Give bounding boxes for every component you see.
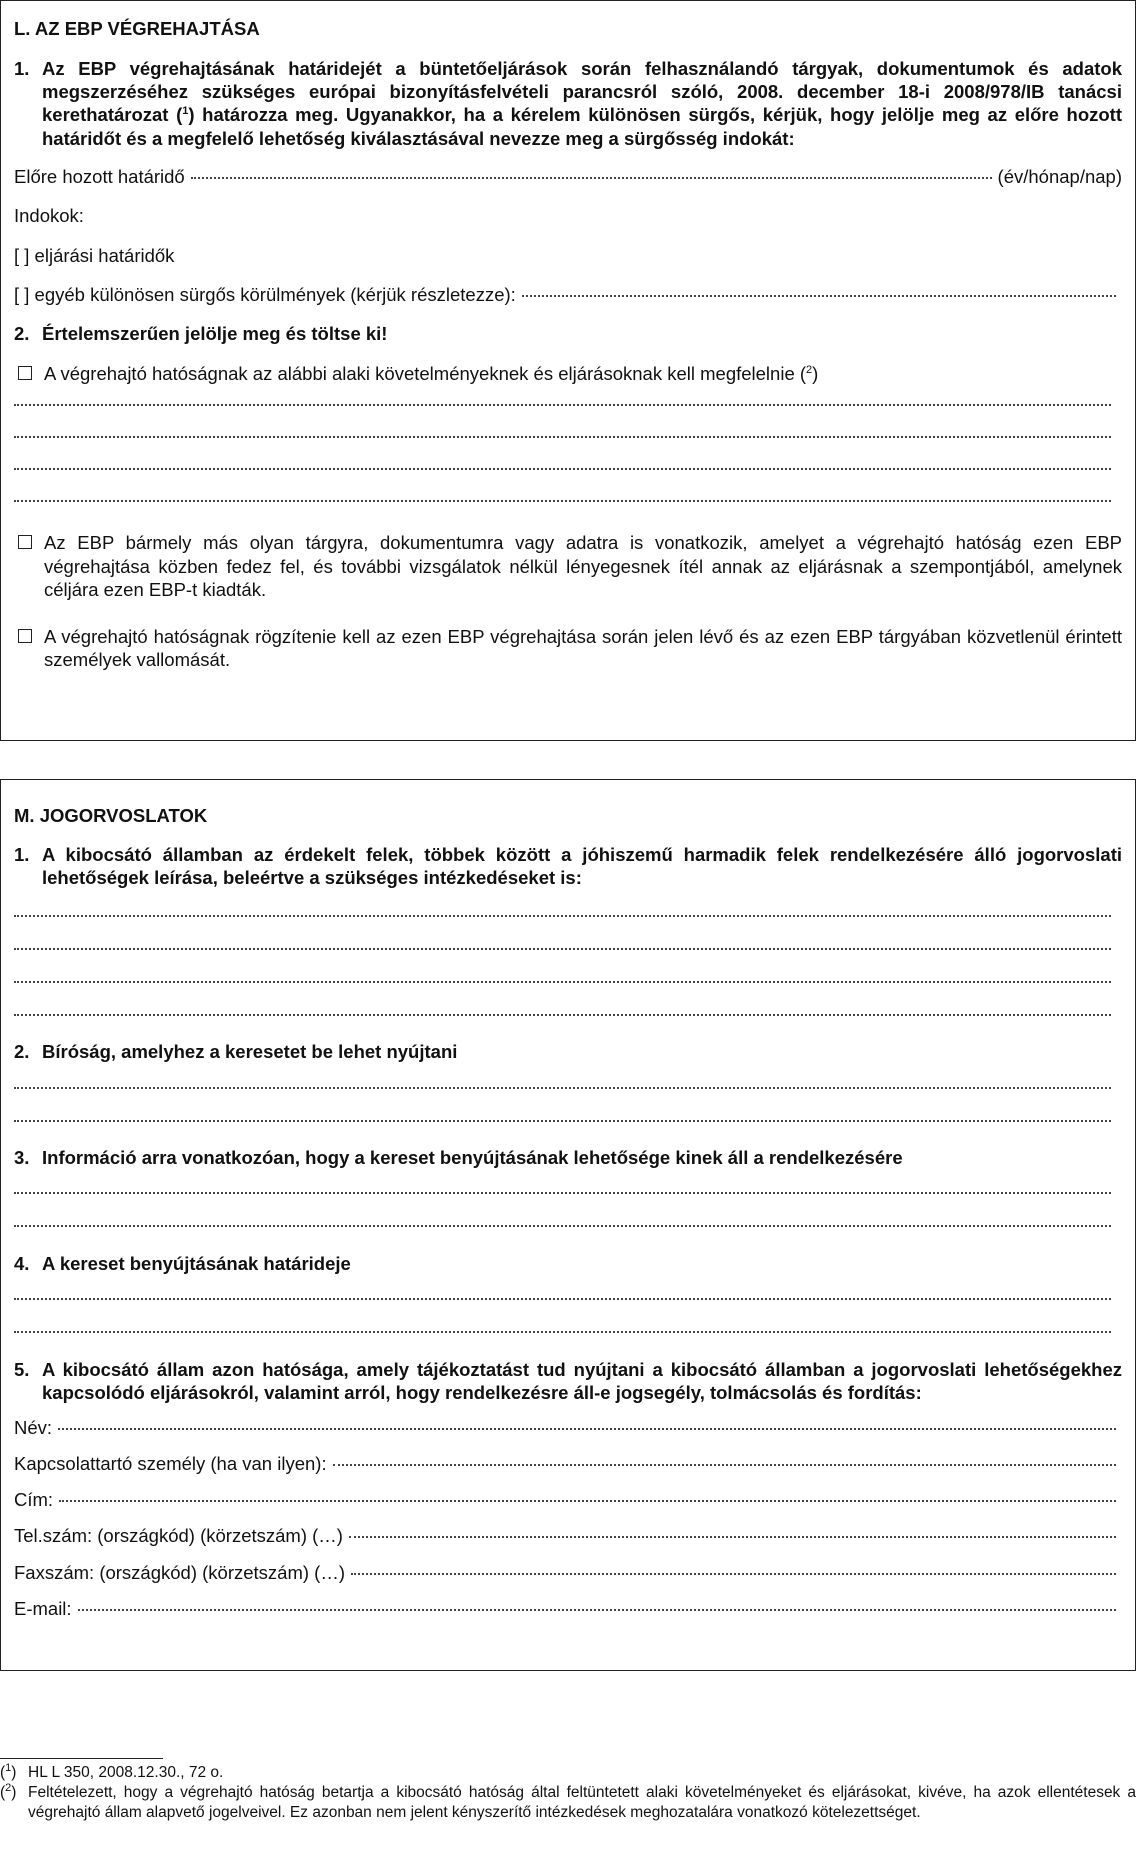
section-l-item-2 bbox=[14, 322, 1122, 345]
item-number: 1. bbox=[14, 58, 30, 80]
name-field[interactable] bbox=[58, 1428, 1116, 1430]
deadline-field[interactable] bbox=[191, 177, 992, 179]
reason-other-row bbox=[14, 283, 1122, 306]
email-label: E-mail: bbox=[14, 1597, 72, 1619]
contact-person-row bbox=[14, 1452, 1122, 1475]
item-number: 3. bbox=[14, 1146, 30, 1168]
footnote-ref-1[interactable]: 1 bbox=[182, 105, 189, 118]
section-m-item-1 bbox=[14, 843, 1122, 889]
item-text: Bíróság, amelyhez a keresetet be lehet nyújtani bbox=[42, 1041, 458, 1063]
fax-row bbox=[14, 1561, 1122, 1584]
email-row bbox=[14, 1597, 1122, 1620]
checkbox-item-other-objects: Az EBP bármely más olyan tárgyra, dokumentumra vagy adatra is vonatkozik, amelyet a végrehajtó hatóság ezen EBP végrehajtása közben fedez fel, és további vizsgálatok nélkül lényegesnek ítél annak az eljárásnak a szempontjából, amelynek céljára ezen EBP-t kiadták. bbox=[14, 531, 1122, 600]
item-text: Az EBP végrehajtásának határidejét a büntetőeljárások során felhasználandó tárgyak, dokumentumok és adatok megszerzéséhez szükséges európai bizonyításfelvételi parancsról szóló, 2008. december 18-i 2008/978/IB tanácsi kerethatározat ($^1$) határozza meg. Ugyanakkor, ha a kérelem különösen sürgős, kérjük, hogy jelölje meg az előre hozott határidőt és a megfelelő lehetőség kiválasztásával nevezze meg a sürgősség indokát: bbox=[42, 58, 1123, 149]
reason-other-urgent[interactable]: [ ] egyéb különösen sürgős körülmények (kérjük részletezze): bbox=[14, 284, 516, 305]
footnote-1: ($^1$) HL L 350, 2008.12.30., 72 o. bbox=[0, 1761, 224, 1781]
footnote-ref-2[interactable]: 2 bbox=[806, 364, 813, 377]
item-number: 4. bbox=[14, 1252, 30, 1274]
item-number: 1. bbox=[14, 844, 30, 866]
fax-field[interactable] bbox=[351, 1573, 1116, 1575]
reason-procedural-deadlines[interactable]: [ ] eljárási határidők bbox=[14, 244, 175, 266]
remedies-fill-lines[interactable] bbox=[14, 915, 1111, 1016]
time-limit-fill-lines[interactable] bbox=[14, 1298, 1111, 1333]
reason-other-field[interactable] bbox=[522, 295, 1116, 297]
checkbox[interactable] bbox=[18, 535, 32, 549]
address-label: Cím: bbox=[14, 1489, 54, 1511]
phone-field[interactable] bbox=[349, 1536, 1116, 1538]
checkbox-item-statements: A végrehajtó hatóságnak rögzítenie kell az ezen EBP végrehajtása során jelen lévő és az ezen EBP tárgyában közvetlenül érintett személyek vallomását. bbox=[14, 625, 1122, 671]
item-text: A kibocsátó állam azon hatósága, amely tájékoztatást tud nyújtani a kibocsátó államban a jogorvoslati lehetőségekhez kapcsolódó eljárásokról, valamint arról, hogy rendelkezésre áll-e jogsegély, tolmácsolás és fordítás: bbox=[42, 1358, 1122, 1403]
section-m-heading: M. JOGORVOSLATOK bbox=[14, 805, 208, 826]
address-field[interactable] bbox=[59, 1500, 1116, 1502]
contact-label: Kapcsolattartó személy (ha van ilyen): bbox=[14, 1453, 327, 1475]
section-l-heading: L. AZ EBP VÉGREHAJTÁSA bbox=[14, 18, 260, 39]
court-fill-lines[interactable] bbox=[14, 1087, 1111, 1122]
deadline-format: (év/hónap/nap) bbox=[997, 165, 1122, 187]
footnote-rule bbox=[0, 1758, 163, 1759]
item-number: 2. bbox=[14, 1041, 30, 1063]
deadline-label: Előre hozott határidő bbox=[14, 165, 185, 187]
contact-field[interactable] bbox=[333, 1464, 1116, 1466]
formalities-fill-lines[interactable] bbox=[14, 404, 1111, 502]
section-m-item-4 bbox=[14, 1252, 1122, 1275]
reasons-label: Indokok: bbox=[14, 204, 84, 226]
item-text: A kereset benyújtásának határideje bbox=[42, 1252, 351, 1274]
address-row bbox=[14, 1488, 1122, 1511]
section-l-box bbox=[0, 0, 1136, 741]
section-l-item-1 bbox=[14, 57, 1122, 150]
checkbox-item-formalities: A végrehajtó hatóságnak az alábbi alaki követelményeknek és eljárásoknak kell megfelelnie ($^2$) bbox=[14, 362, 1122, 385]
checkbox[interactable] bbox=[18, 629, 32, 643]
section-m-item-5 bbox=[14, 1358, 1122, 1404]
item-number: 5. bbox=[14, 1358, 30, 1380]
authority-name-row bbox=[14, 1416, 1122, 1439]
checkbox[interactable] bbox=[18, 366, 32, 380]
item-text: A kibocsátó államban az érdekelt felek, többek között a jóhiszemű harmadik felek rendelkezésére álló jogorvoslati lehetőségek leírása, beleértve a szükséges intézkedéseket is: bbox=[42, 844, 1122, 889]
item-text: Információ arra vonatkozóan, hogy a kereset benyújtásának lehetősége kinek áll a rendelkezésére bbox=[42, 1146, 903, 1168]
phone-label: Tel.szám: (országkód) (körzetszám) (…) bbox=[14, 1525, 343, 1547]
phone-row bbox=[14, 1524, 1122, 1547]
section-m-box bbox=[0, 779, 1136, 1671]
footnote-2: ($^2$) Feltételezett, hogy a végrehajtó hatóság betartja a kibocsátó hatóság által feltüntetett alaki követelményeket és eljárásokat, kivéve, ha azok ellentétesek a végrehajtó állam alapvető jogelveivel. Ez azonban nem jelent kényszerítő intézkedések meghozatalára vonatkozó kötelezettséget. bbox=[0, 1781, 1136, 1821]
section-m-item-2 bbox=[14, 1040, 1122, 1063]
standing-fill-lines[interactable] bbox=[14, 1192, 1111, 1227]
name-label: Név: bbox=[14, 1417, 53, 1438]
deadline-row bbox=[14, 165, 1122, 188]
item-text: Értelemszerűen jelölje meg és töltse ki! bbox=[42, 323, 388, 345]
item-number: 2. bbox=[14, 323, 30, 345]
email-field[interactable] bbox=[78, 1609, 1116, 1611]
fax-label: Faxszám: (országkód) (körzetszám) (…) bbox=[14, 1561, 345, 1583]
section-m-item-3 bbox=[14, 1146, 1122, 1169]
